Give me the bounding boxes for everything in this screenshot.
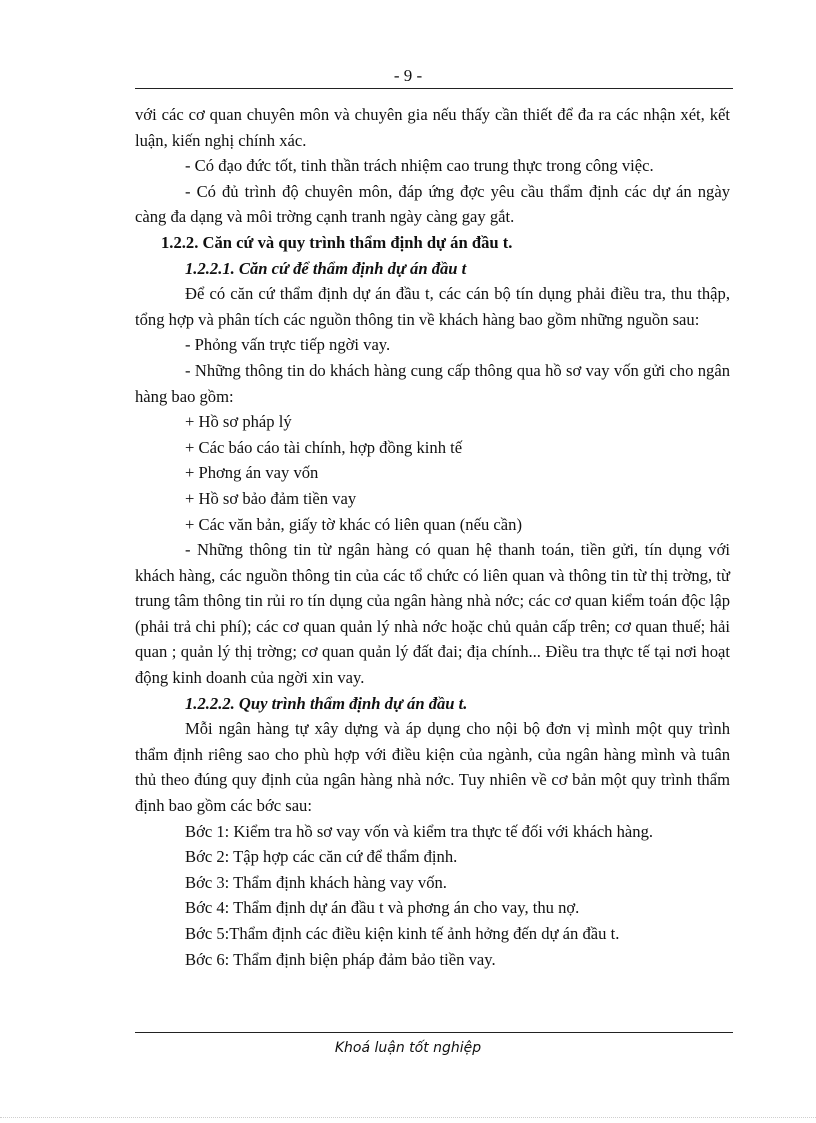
- step-item: Bớc 1: Kiểm tra hồ sơ vay vốn và kiểm tra thực tế đối với khách hàng.: [185, 821, 654, 841]
- header-rule: [135, 88, 733, 89]
- subsection-heading: 1.2.2.2. Quy trình thẩm định dự án đầu t.: [185, 693, 468, 713]
- list-item: + Phơng án vay vốn: [185, 463, 319, 483]
- step-item: Bớc 5:Thẩm định các điều kiện kinh tế ảnh hởng đến dự án đầu t.: [185, 924, 620, 943]
- list-item: + Các văn bản, giấy tờ khác có liên quan (nếu cần): [185, 514, 522, 534]
- footer-rule: [135, 1032, 733, 1033]
- list-item: + Các báo cáo tài chính, hợp đồng kinh tế: [185, 437, 463, 457]
- document-body: [135, 102, 730, 972]
- step-item: Bớc 4: Thẩm định dự án đầu t và phơng án cho vay, thu nợ.: [185, 898, 580, 918]
- paragraph: Mỗi ngân hàng tự xây dựng và áp dụng cho nội bộ đơn vị mình một quy trình thẩm định riêng sao cho phù hợp với điều kiện của ngành, của ngân hàng mình và tuân thủ theo đúng quy định của ngân hàng nhà nớc. Tuy nhiên về cơ bản một quy trình thẩm định bao gồm các bớc sau:: [135, 719, 730, 816]
- list-item: + Hồ sơ pháp lý: [185, 412, 292, 432]
- paragraph: Để có căn cứ thẩm định dự án đầu t, các cán bộ tín dụng phải điều tra, thu thập, tổng hợp và phân tích các nguồn thông tin về khách hàng bao gồm những nguồn sau:: [135, 284, 730, 329]
- step-item: Bớc 6: Thẩm định biện pháp đảm bảo tiền vay.: [185, 949, 496, 969]
- list-item: + Hồ sơ bảo đảm tiền vay: [185, 488, 357, 508]
- paragraph: - Những thông tin từ ngân hàng có quan hệ thanh toán, tiền gửi, tín dụng với khách hàng, các nguồn thông tin của các tổ chức có liên quan và thông tin từ thị trờng, từ trung tâm thông tin rủi ro tín dụng của ngân hàng nhà nớc; các cơ quan kiểm toán độc lập (phải trả chi phí); các cơ quan quản lý nhà nớc hoặc chủ quản cấp trên; cơ quan thuế; hải quan ; quản lý thị trờng; cơ quan quản lý đất đai; địa chính... Điều tra thực tế tại nơi hoạt động kinh doanh của ngời xin vay.: [135, 540, 730, 688]
- bottom-dotted-divider: [0, 1117, 816, 1118]
- paragraph: - Những thông tin do khách hàng cung cấp thông qua hồ sơ vay vốn gửi cho ngân hàng bao gồm:: [135, 360, 730, 406]
- footer-text: Khoá luận tốt nghiệp: [334, 1040, 482, 1056]
- paragraph: - Có đủ trình độ chuyên môn, đáp ứng đợc yêu cầu thẩm định các dự án ngày càng đa dạng và môi trờng cạnh tranh ngày càng gay gắt.: [135, 181, 730, 227]
- paragraph: - Có đạo đức tốt, tinh thần trách nhiệm cao trung thực trong công việc.: [185, 156, 654, 176]
- page-number: - 9 -: [393, 66, 423, 85]
- step-item: Bớc 3: Thẩm định khách hàng vay vốn.: [185, 872, 447, 892]
- section-heading: 1.2.2. Căn cứ và quy trình thẩm định dự án đầu t.: [161, 232, 513, 252]
- paragraph: - Phỏng vấn trực tiếp ngời vay.: [185, 335, 391, 355]
- step-item: Bớc 2: Tập hợp các căn cứ để thẩm định.: [185, 847, 458, 867]
- paragraph: với các cơ quan chuyên môn và chuyên gia nếu thấy cần thiết để đa ra các nhận xét, kết luận, kiến nghị chính xác.: [135, 105, 730, 150]
- subsection-heading: 1.2.2.1. Căn cứ để thẩm định dự án đầu t: [185, 258, 467, 278]
